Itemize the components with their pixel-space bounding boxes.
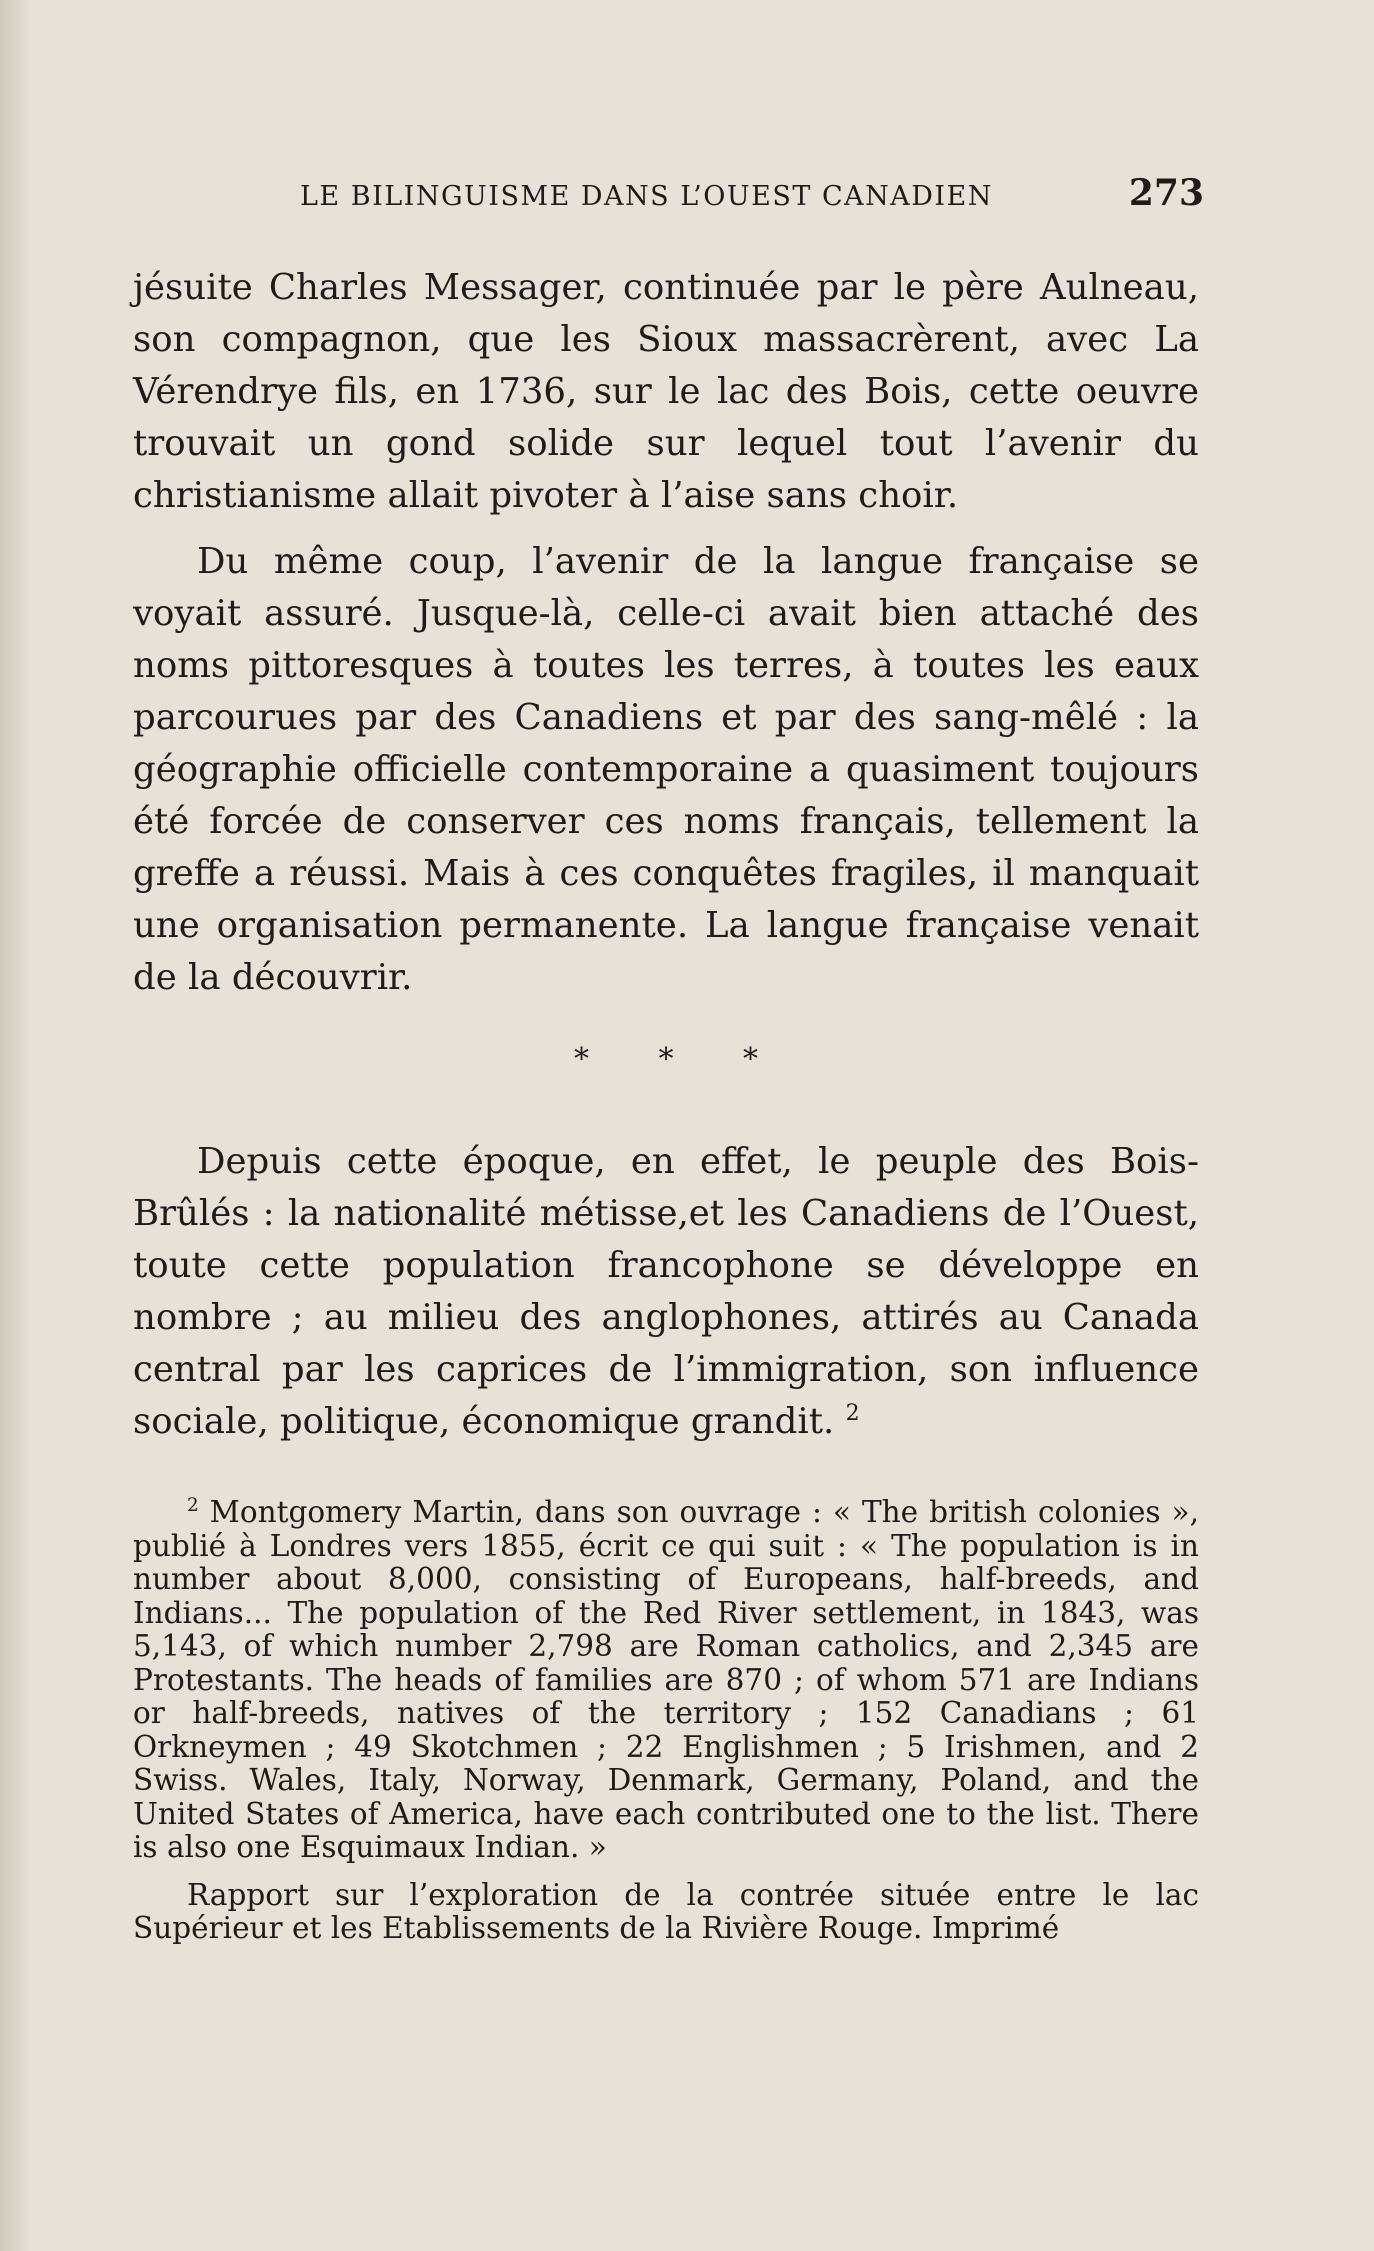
footnote-2-text: Montgomery Martin, dans son ouvrage : « The british colonies », publié à Londres vers 1855, écrit ce qui suit : « The population is in number about 8,000, consisting of Europeans, half-breeds, and Indians... The population of the Red River settlement, in 1843, was 5,143, of which number 2,798 are Roman catholics, and 2,345 are Protestants. The heads of families are 870 ; of whom 571 are Indians or half-breeds, natives of the territory ; 152 Canadians ; 61 Orkneymen ; 49 Skotchmen ; 22 Englishmen ; 5 Irishmen, and 2 Swiss. Wales, Italy, Norway, Denmark, Germany, Poland, and the United States of America, have each contributed one to the list. There is also one Esquimaux Indian. »: [133, 1495, 1199, 1864]
footnote-2: [133, 1496, 1199, 1865]
paragraph-3-text: Depuis cette époque, en effet, le peuple des Bois-Brûlés : la nationalité métisse,et les Canadiens de l’Ouest, toute cette population francophone se développe en nombre ; au milieu des anglophones, attirés au Canada central par les caprices de l’immigration, son influence sociale, politique, économique grandit.: [133, 1141, 1199, 1442]
paragraph-1: jésuite Charles Messager, continuée par le père Aulneau, son compagnon, que les Sioux massacrèrent, avec La Vérendrye fils, en 1736, sur le lac des Bois, cette oeuvre trouvait un gond solide sur lequel tout l’avenir du christianisme allait pivoter à l’aise sans choir.: [133, 267, 1199, 516]
running-head: [300, 172, 1204, 212]
footnote-reference: 2: [845, 1400, 860, 1426]
page-edge-shadow: [0, 0, 30, 2251]
section-separator: * * *: [573, 1042, 789, 1077]
footnote-number: 2: [187, 1495, 199, 1517]
body-text: [133, 262, 1199, 1448]
paragraph-3: [133, 1136, 1199, 1448]
footnote-rapport: Rapport sur l’exploration de la contrée située entre le lac Supérieur et les Etablissements de la Rivière Rouge. Imprimé: [133, 1877, 1199, 1945]
paragraph-2: Du même coup, l’avenir de la langue française se voyait assuré. Jusque-là, celle-ci avait bien attaché des noms pittoresques à toutes les terres, à toutes les eaux parcourues par des Canadiens et par des sang-mêlé : la géographie officielle contemporaine a quasiment toujours été forcée de conserver ces noms français, tellement la greffe a réussi. Mais à ces conquêtes fragiles, il manquait une organisation permanente. La langue française venait de la découvrir.: [133, 541, 1199, 998]
footnotes: [133, 1496, 1199, 1946]
running-title: LE BILINGUISME DANS L’OUEST CANADIEN: [300, 181, 993, 212]
page-number: 273: [1128, 172, 1204, 214]
